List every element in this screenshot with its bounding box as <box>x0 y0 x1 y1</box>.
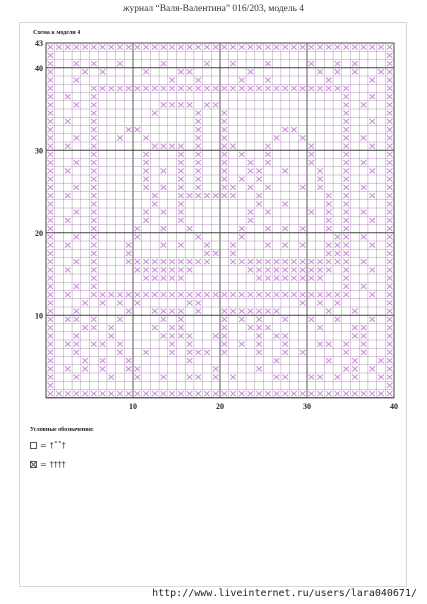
crossed-square-icon <box>30 461 37 468</box>
chart-title: Схема к модели 4 <box>33 30 81 36</box>
legend-item-empty <box>30 441 66 450</box>
y-tick-label: 10 <box>35 311 43 321</box>
empty-square-icon <box>30 442 37 449</box>
legend-title: Условные обозначения: <box>30 427 94 433</box>
source-url: http://www.liveinternet.ru/users/lara040671/ <box>152 588 417 599</box>
crochet-chart <box>24 38 398 418</box>
legend-text: †˚˚† <box>49 441 66 450</box>
legend-equals: = <box>40 460 47 469</box>
legend-item-crossed <box>30 460 66 469</box>
y-tick-label: 30 <box>35 146 43 156</box>
legend-equals: = <box>40 441 47 450</box>
x-tick-label: 20 <box>216 401 224 411</box>
y-tick-label: 43 <box>35 39 43 48</box>
page-title: журнал “Валя-Валентина” 016/203, модель 4 <box>122 4 305 14</box>
y-tick-label: 20 <box>35 228 43 238</box>
y-tick-label: 40 <box>35 63 43 73</box>
x-tick-label: 40 <box>390 401 398 411</box>
legend-text: †††† <box>49 460 66 469</box>
x-tick-label: 30 <box>303 401 311 411</box>
x-tick-label: 10 <box>129 401 137 411</box>
